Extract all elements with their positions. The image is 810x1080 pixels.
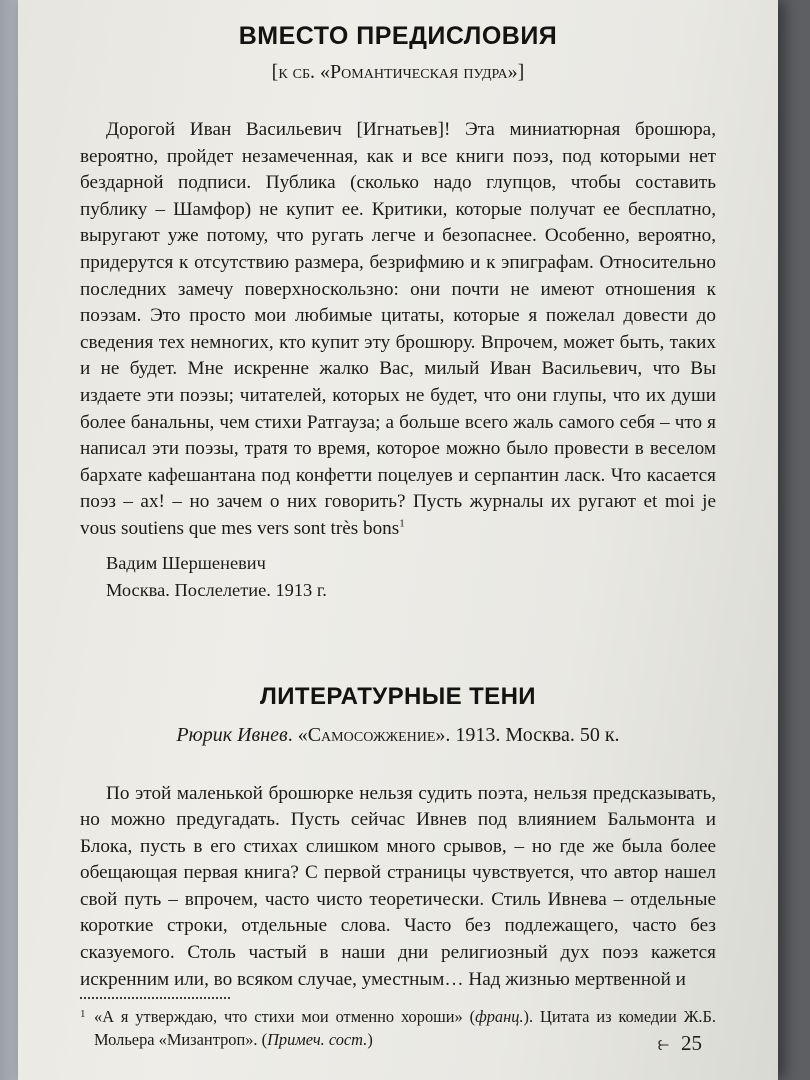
subtitle-text: к сб. «Романтическая пудра»	[278, 61, 518, 83]
page-folio	[658, 1031, 702, 1056]
book-page	[18, 0, 778, 1080]
review-author: Рюрик Ивнев	[176, 723, 288, 746]
preface-paragraph	[80, 117, 716, 543]
footnote-mark: 1	[80, 1008, 86, 1021]
preface-text: Дорогой Иван Васильевич [Игнатьев]! Эта миниатюрная брошюра, вероятно, пройдет незамеченная, как и все книги поэз, под которыми нет бездарной подписи. Публика (сколько надо глупцов, чтобы составить публику – Шамфор) не купит ее. Критики, которые получат ее бесплатно, выругают уже потому, что ругать легче и безопаснее. Особенно, вероятно, придерутся к отсутствию размера, безрифмию и к эпиграфам. Относительно последних замечу поверхноскользно: они почти не имеют отношения к поэзам. Это просто мои любимые цитаты, которые я пожелал довести до сведения тех немногих, кто купит эту брошюру. Впрочем, может быть, таких и не будет. Мне искренне жалко Вас, милый Иван Васильевич, что Вы издаете эти поэзы; читателей, которых не будет, что они глупы, что их души более банальны, чем стихи Ратгауза; а больше всего жаль самого себя – что я написал эти поэзы, тратя то время, которое можно было провести в веселом бархате кафешантана под конфетти поцелуев и серпантин ласк. Что касается поэз – ах! – но зачем о них говорить? Пусть журналы их ругают et moi je vous soutiens que mes vers sont très bons	[80, 119, 716, 539]
folio-ornament-icon: ⥼	[657, 1031, 669, 1055]
footnote-text-b: ). Цитата из комедии Ж.Б. Мольера «Мизантроп». (	[94, 1007, 716, 1050]
preface-subtitle	[80, 61, 716, 84]
page-number: 25	[681, 1031, 702, 1055]
page-content	[80, 22, 716, 1051]
section-heading-preface: ВМЕСТО ПРЕДИСЛОВИЯ	[238, 22, 558, 50]
review-title: Рюрик Ивнев. «Самосожжение». 1913. Москва. 50 к.	[176, 723, 620, 746]
footnote-text-a: «А я утверждаю, что стихи мои отменно хороши» (	[94, 1007, 476, 1027]
footnote-reference: 1	[399, 517, 405, 530]
review-work: «Самосожжение»	[297, 723, 446, 746]
footnote	[80, 1005, 716, 1051]
section-heading-literary-shadows: ЛИТЕРАТУРНЫЕ ТЕНИ	[260, 682, 536, 710]
review-paragraph: По этой маленькой брошюрке нельзя судить поэта, нельзя предсказывать, но можно предугадать. Пусть сейчас Ивнев под влиянием Бальмонта и Блока, пусть в его стихах слишком много срывов, – но где же была более обещающая первая книга? С первой страницы чувствуется, что автор нашел свой путь – впрочем, часто чисто теоретически. Стиль Ивнева – отдельные короткие строки, отдельные слова. Часто без подлежащего, часто без сказуемого. Столь частый в наши дни религиозный дух поэз кажется искренним или, во всяком случае, уместным… Над жизнью мертвенной и	[80, 782, 716, 990]
subtitle-bracket-open: [	[271, 61, 279, 83]
review-details: . 1913. Москва. 50 к.	[445, 723, 620, 746]
subtitle-bracket-close: ]	[517, 61, 525, 83]
footnote-lang: франц.	[475, 1007, 524, 1027]
footnote-editor-note: Примеч. сост.	[267, 1030, 368, 1050]
signature-name: Вадим Шершеневич	[106, 552, 266, 573]
footnote-text-c: )	[367, 1030, 373, 1050]
signature-place-date: Москва. Послелетие. 1913 г.	[106, 579, 327, 600]
signature-block	[80, 550, 716, 604]
footnote-divider	[80, 997, 230, 999]
